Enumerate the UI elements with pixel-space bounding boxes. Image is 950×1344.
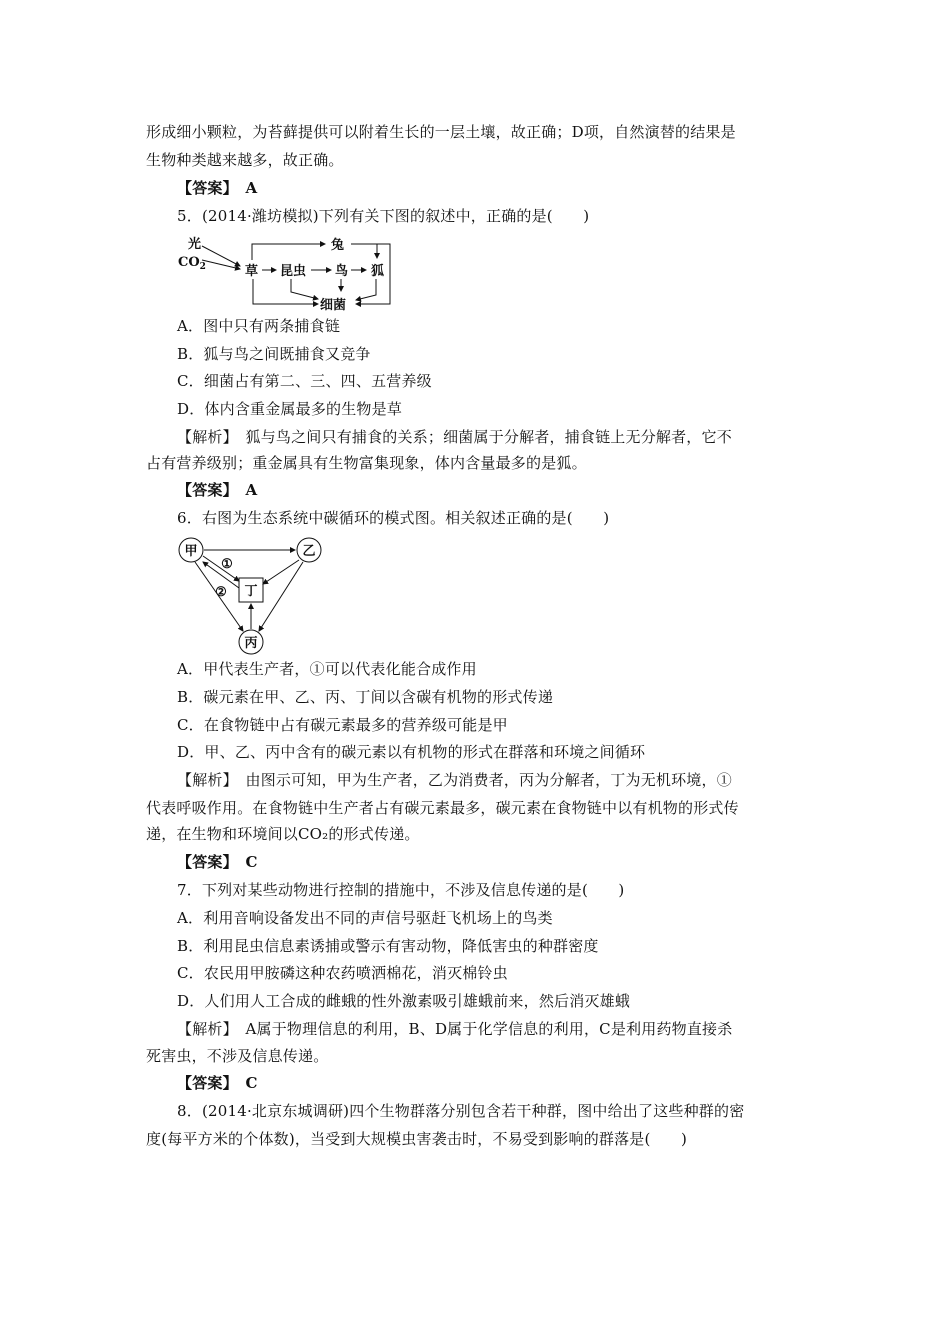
node-insect: 昆虫 xyxy=(280,264,307,279)
answer-label: 【答案】 A xyxy=(177,481,258,499)
analysis-5: 【解析】 狐与鸟之间只有捕食的关系；细菌属于分解者，捕食链上无分解者，它不 xyxy=(177,428,732,446)
node-bacteria: 细菌 xyxy=(320,298,347,313)
label-arrow-2: ② xyxy=(215,585,227,600)
option-5a: A．图中只有两条捕食链 xyxy=(177,317,341,335)
answer-label: 【答案】 C xyxy=(177,1074,258,1092)
option-7c: C．农民用甲胺磷这种农药喷洒棉花，消灭棉铃虫 xyxy=(177,964,508,982)
text-line: 递，在生物和环境间以CO₂的形式传递。 xyxy=(146,825,420,843)
option-6d: D．甲、乙、丙中含有的碳元素以有机物的形式在群落和环境之间循环 xyxy=(177,743,646,761)
option-5b: B．狐与鸟之间既捕食又竞争 xyxy=(177,345,371,363)
option-6b: B．碳元素在甲、乙、丙、丁间以含碳有机物的形式传递 xyxy=(177,688,554,706)
option-7a: A．利用音响设备发出不同的声信号驱赶飞机场上的鸟类 xyxy=(177,909,553,927)
text-line: 度(每平方米的个体数)，当受到大规模虫害袭击时，不易受到影响的群落是( ) xyxy=(146,1130,688,1148)
label-arrow-1: ① xyxy=(221,557,233,572)
option-7d: D．人们用人工合成的雌蛾的性外激素吸引雄蛾前来，然后消灭雄蛾 xyxy=(177,992,631,1010)
text-line: 死害虫，不涉及信息传递。 xyxy=(146,1047,329,1065)
option-7b: B．利用昆虫信息素诱捕或警示有害动物，降低害虫的种群密度 xyxy=(177,937,599,955)
answer-label: 【答案】 A xyxy=(177,179,258,197)
text-line: 占有营养级别；重金属具有生物富集现象，体内含量最多的是狐。 xyxy=(146,454,587,472)
node-bing: 丙 xyxy=(244,636,258,651)
node-jia: 甲 xyxy=(184,544,198,559)
text-line: 形成细小颗粒，为苔藓提供可以附着生长的一层土壤，故正确；D项，自然演替的结果是 xyxy=(146,123,736,141)
node-grass: 草 xyxy=(245,264,259,279)
question-5: 5．(2014·潍坊模拟)下列有关下图的叙述中，正确的是( ) xyxy=(177,207,590,225)
option-5c: C．细菌占有第二、三、四、五营养级 xyxy=(177,372,432,390)
text-line: 代表呼吸作用。在食物链中生产者占有碳元素最多，碳元素在食物链中以有机物的形式传 xyxy=(146,799,739,817)
node-bird: 鸟 xyxy=(335,264,349,279)
label-co2: $CO_2$ xyxy=(178,255,206,272)
option-5d: D．体内含重金属最多的生物是草 xyxy=(177,400,403,418)
option-6c: C．在食物链中占有碳元素最多的营养级可能是甲 xyxy=(177,716,508,734)
question-6: 6．右图为生态系统中碳循环的模式图。相关叙述正确的是( ) xyxy=(177,509,610,527)
answer-label: 【答案】 C xyxy=(177,853,258,871)
node-fox: 狐 xyxy=(371,264,385,279)
question-8: 8．(2014·北京东城调研)四个生物群落分别包含若干种群，图中给出了这些种群的密 xyxy=(177,1102,745,1120)
node-yi: 乙 xyxy=(302,544,316,559)
node-rabbit: 兔 xyxy=(331,238,345,253)
analysis-7: 【解析】 A属于物理信息的利用，B、D属于化学信息的利用，C是利用药物直接杀 xyxy=(177,1020,733,1038)
analysis-6: 【解析】 由图示可知，甲为生产者，乙为消费者，丙为分解者，丁为无机环境，① xyxy=(177,771,732,789)
question-7: 7．下列对某些动物进行控制的措施中，不涉及信息传递的是( ) xyxy=(177,881,625,899)
node-ding: 丁 xyxy=(244,584,258,599)
text-line: 生物种类越来越多，故正确。 xyxy=(146,151,344,169)
label-light: 光 xyxy=(188,237,202,252)
carbon-cycle-diagram xyxy=(175,536,335,658)
food-web-diagram xyxy=(168,232,408,314)
option-6a: A．甲代表生产者，①可以代表化能合成作用 xyxy=(177,660,477,678)
